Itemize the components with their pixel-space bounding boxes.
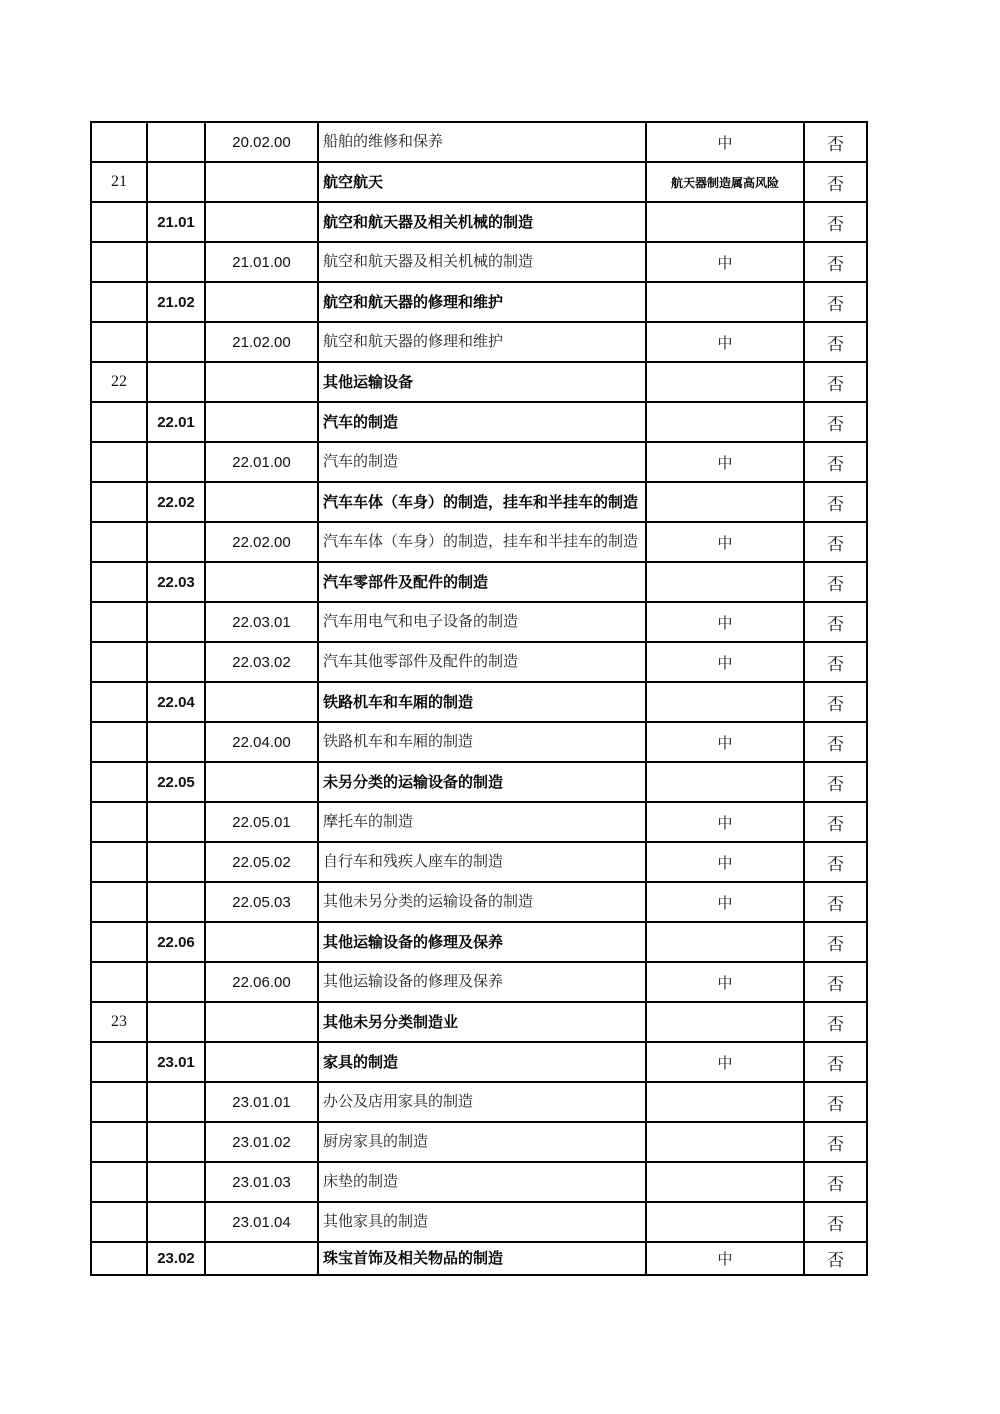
code-level1-cell [91,802,147,842]
code-level3-cell [205,202,318,242]
table-row [91,322,867,362]
risk-cell: 中 [646,1042,804,1082]
description-cell: 航空和航天器的修理和维护 [318,282,646,322]
code-level3-cell [205,162,318,202]
code-level2-cell [147,842,205,882]
answer-cell: 否 [804,602,867,642]
table-row [91,842,867,882]
answer-cell: 否 [804,442,867,482]
code-level3-cell: 21.02.00 [205,322,318,362]
risk-cell: 中 [646,722,804,762]
code-level3-cell: 22.02.00 [205,522,318,562]
answer-cell: 否 [804,1162,867,1202]
code-level1-cell [91,402,147,442]
risk-cell: 中 [646,1242,804,1275]
description-cell: 铁路机车和车厢的制造 [318,682,646,722]
description-cell: 摩托车的制造 [318,802,646,842]
code-level3-cell [205,562,318,602]
answer-cell: 否 [804,842,867,882]
table-row [91,1202,867,1242]
code-level2-cell [147,722,205,762]
risk-cell [646,402,804,442]
code-level1-cell [91,522,147,562]
table-row [91,242,867,282]
code-level1-cell: 21 [91,162,147,202]
description-cell: 航空和航天器及相关机械的制造 [318,242,646,282]
description-cell: 航空和航天器的修理和维护 [318,322,646,362]
code-level2-cell: 22.02 [147,482,205,522]
risk-cell [646,682,804,722]
code-level3-cell: 22.03.01 [205,602,318,642]
code-level3-cell [205,1002,318,1042]
code-level2-cell [147,882,205,922]
code-level1-cell [91,1242,147,1275]
code-level3-cell [205,282,318,322]
code-level3-cell [205,1042,318,1082]
code-level1-cell [91,842,147,882]
code-level1-cell [91,882,147,922]
code-level1-cell [91,1042,147,1082]
code-level3-cell [205,402,318,442]
description-cell: 船舶的维修和保养 [318,122,646,162]
code-level3-cell: 23.01.04 [205,1202,318,1242]
table-row [91,1242,867,1275]
description-cell: 珠宝首饰及相关物品的制造 [318,1242,646,1275]
code-level3-cell: 22.03.02 [205,642,318,682]
code-level1-cell [91,242,147,282]
answer-cell: 否 [804,482,867,522]
risk-cell: 中 [646,322,804,362]
code-level2-cell [147,322,205,362]
code-level3-cell [205,762,318,802]
risk-cell [646,482,804,522]
description-cell: 办公及店用家具的制造 [318,1082,646,1122]
code-level2-cell [147,1202,205,1242]
risk-cell: 中 [646,442,804,482]
table-row [91,1162,867,1202]
answer-cell: 否 [804,962,867,1002]
code-level2-cell [147,362,205,402]
code-level1-cell [91,1202,147,1242]
table-row [91,562,867,602]
code-level1-cell [91,442,147,482]
code-level1-cell: 22 [91,362,147,402]
risk-cell [646,362,804,402]
answer-cell: 否 [804,362,867,402]
answer-cell: 否 [804,642,867,682]
table-row [91,402,867,442]
description-cell: 汽车的制造 [318,402,646,442]
description-cell: 汽车车体（车身）的制造，挂车和半挂车的制造 [318,482,646,522]
answer-cell: 否 [804,1202,867,1242]
table-row [91,1122,867,1162]
table-row [91,602,867,642]
code-level2-cell [147,162,205,202]
code-level2-cell [147,802,205,842]
code-level2-cell [147,962,205,1002]
code-level3-cell: 22.06.00 [205,962,318,1002]
answer-cell: 否 [804,162,867,202]
code-level2-cell [147,1082,205,1122]
table-row [91,282,867,322]
table-row [91,202,867,242]
code-level2-cell: 22.03 [147,562,205,602]
answer-cell: 否 [804,282,867,322]
code-level1-cell [91,922,147,962]
code-level1-cell [91,642,147,682]
answer-cell: 否 [804,1082,867,1122]
code-level3-cell: 22.04.00 [205,722,318,762]
table-row [91,1002,867,1042]
risk-cell [646,1122,804,1162]
table-row [91,962,867,1002]
risk-cell [646,1002,804,1042]
code-level1-cell [91,202,147,242]
code-level3-cell [205,682,318,722]
table-row [91,722,867,762]
code-level1-cell [91,762,147,802]
answer-cell: 否 [804,202,867,242]
description-cell: 铁路机车和车厢的制造 [318,722,646,762]
risk-cell: 中 [646,642,804,682]
code-level1-cell [91,682,147,722]
code-level1-cell: 23 [91,1002,147,1042]
code-level2-cell [147,1122,205,1162]
risk-cell [646,1162,804,1202]
code-level2-cell: 21.02 [147,282,205,322]
risk-cell: 中 [646,242,804,282]
risk-cell: 中 [646,802,804,842]
risk-cell: 中 [646,842,804,882]
classification-table [90,121,868,1276]
code-level1-cell [91,562,147,602]
answer-cell: 否 [804,882,867,922]
answer-cell: 否 [804,762,867,802]
table-row [91,882,867,922]
description-cell: 其他运输设备 [318,362,646,402]
code-level2-cell [147,122,205,162]
answer-cell: 否 [804,402,867,442]
code-level2-cell [147,642,205,682]
table-row [91,122,867,162]
code-level3-cell: 22.05.03 [205,882,318,922]
answer-cell: 否 [804,922,867,962]
code-level2-cell [147,1162,205,1202]
description-cell: 汽车零部件及配件的制造 [318,562,646,602]
risk-cell [646,282,804,322]
table-row [91,162,867,202]
code-level1-cell [91,722,147,762]
table-row [91,762,867,802]
table-row [91,682,867,722]
risk-cell [646,1202,804,1242]
risk-cell: 中 [646,882,804,922]
code-level1-cell [91,602,147,642]
answer-cell: 否 [804,122,867,162]
code-level2-cell: 21.01 [147,202,205,242]
code-level1-cell [91,1162,147,1202]
code-level2-cell: 22.01 [147,402,205,442]
code-level2-cell: 22.06 [147,922,205,962]
risk-cell [646,562,804,602]
risk-cell: 中 [646,602,804,642]
code-level3-cell: 23.01.01 [205,1082,318,1122]
code-level3-cell: 21.01.00 [205,242,318,282]
answer-cell: 否 [804,242,867,282]
code-level2-cell [147,242,205,282]
table-row [91,802,867,842]
description-cell: 航空航天 [318,162,646,202]
table-body [91,122,867,1275]
code-level3-cell [205,482,318,522]
answer-cell: 否 [804,562,867,602]
risk-cell [646,202,804,242]
code-level3-cell [205,362,318,402]
table-row [91,362,867,402]
risk-cell: 中 [646,962,804,1002]
answer-cell: 否 [804,1242,867,1275]
description-cell: 其他运输设备的修理及保养 [318,962,646,1002]
risk-cell [646,922,804,962]
description-cell: 家具的制造 [318,1042,646,1082]
risk-cell [646,1082,804,1122]
code-level3-cell: 22.05.02 [205,842,318,882]
table-row [91,642,867,682]
answer-cell: 否 [804,522,867,562]
description-cell: 航空和航天器及相关机械的制造 [318,202,646,242]
answer-cell: 否 [804,322,867,362]
code-level2-cell [147,522,205,562]
code-level3-cell: 23.01.02 [205,1122,318,1162]
code-level1-cell [91,122,147,162]
code-level2-cell: 23.01 [147,1042,205,1082]
code-level2-cell [147,602,205,642]
code-level1-cell [91,1082,147,1122]
risk-cell: 中 [646,122,804,162]
answer-cell: 否 [804,1002,867,1042]
description-cell: 汽车的制造 [318,442,646,482]
code-level3-cell: 20.02.00 [205,122,318,162]
code-level1-cell [91,482,147,522]
risk-cell: 航天器制造属高风险 [646,162,804,202]
code-level3-cell: 23.01.03 [205,1162,318,1202]
answer-cell: 否 [804,722,867,762]
answer-cell: 否 [804,682,867,722]
answer-cell: 否 [804,1122,867,1162]
code-level2-cell [147,1002,205,1042]
description-cell: 未另分类的运输设备的制造 [318,762,646,802]
code-level2-cell: 23.02 [147,1242,205,1275]
table-row [91,922,867,962]
description-cell: 其他未另分类制造业 [318,1002,646,1042]
table-row [91,1042,867,1082]
table-row [91,442,867,482]
code-level3-cell: 22.05.01 [205,802,318,842]
description-cell: 自行车和残疾人座车的制造 [318,842,646,882]
description-cell: 汽车其他零部件及配件的制造 [318,642,646,682]
code-level2-cell [147,442,205,482]
code-level3-cell [205,922,318,962]
code-level3-cell: 22.01.00 [205,442,318,482]
answer-cell: 否 [804,802,867,842]
description-cell: 汽车用电气和电子设备的制造 [318,602,646,642]
answer-cell: 否 [804,1042,867,1082]
table-row [91,522,867,562]
code-level1-cell [91,962,147,1002]
description-cell: 床垫的制造 [318,1162,646,1202]
code-level2-cell: 22.05 [147,762,205,802]
description-cell: 其他未另分类的运输设备的制造 [318,882,646,922]
code-level2-cell: 22.04 [147,682,205,722]
code-level1-cell [91,282,147,322]
code-level3-cell [205,1242,318,1275]
classification-table-wrap [90,121,866,1276]
description-cell: 汽车车体（车身）的制造，挂车和半挂车的制造 [318,522,646,562]
description-cell: 厨房家具的制造 [318,1122,646,1162]
description-cell: 其他家具的制造 [318,1202,646,1242]
table-row [91,482,867,522]
code-level1-cell [91,322,147,362]
risk-cell: 中 [646,522,804,562]
description-cell: 其他运输设备的修理及保养 [318,922,646,962]
table-row [91,1082,867,1122]
risk-cell [646,762,804,802]
code-level1-cell [91,1122,147,1162]
